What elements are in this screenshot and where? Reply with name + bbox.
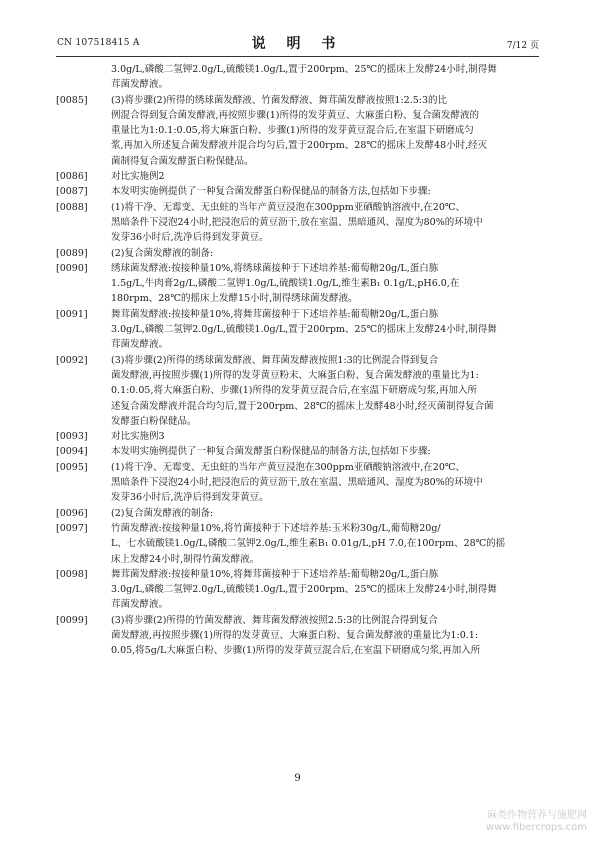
line-text: 浆,再加入所述复合菌发酵液并混合均匀后,置于200rpm、28℃的摇床上发酵48小时,经灭 <box>111 140 488 152</box>
line-text: 3.0g/L,磷酸二氢钾2.0g/L,硫酸镁1.0g/L,置于200rpm、25℃的摇床上发酵24小时,制得舞 <box>111 584 497 596</box>
text-line <box>56 353 539 368</box>
line-text: 竹菌发酵液:按接种量10%,将竹菌接种于下述培养基:玉米粉30g/L,葡萄糖20g/ <box>111 522 441 534</box>
text-line <box>56 77 539 92</box>
line-text: (1)将干净、无霉变、无虫蛀的当年产黄豆浸泡在300ppm亚硒酸钠溶液中,在20℃、 <box>111 461 465 473</box>
page-header <box>0 30 595 52</box>
text-line <box>56 506 539 521</box>
line-text: 本发明实施例提供了一种复合菌发酵蛋白粉保健品的制备方法,包括如下步骤: <box>111 446 431 458</box>
text-line <box>56 337 539 352</box>
text-line <box>56 552 539 567</box>
paragraph-number: [0091] <box>56 308 88 320</box>
text-line <box>56 536 539 551</box>
text-line <box>56 138 539 153</box>
text-line <box>56 643 539 658</box>
paragraph-number: [0095] <box>56 461 88 473</box>
line-text: (2)复合菌发酵液的制备: <box>111 247 214 259</box>
text-line <box>56 93 539 108</box>
paragraph-number: [0087] <box>56 186 88 198</box>
text-line <box>56 246 539 261</box>
watermark <box>486 810 587 834</box>
text-line <box>56 276 539 291</box>
text-line <box>56 521 539 536</box>
line-text: 茸菌发酵液。 <box>111 339 169 351</box>
text-line <box>56 184 539 199</box>
text-line <box>56 108 539 123</box>
text-line <box>56 368 539 383</box>
line-text: 菌发酵液,再按照步骤(1)所得的发芽黄豆、大麻蛋白粉、复合菌发酵液的重量比为1:0.1: <box>111 629 479 641</box>
line-text: 0.1:0.05,将大麻蛋白粉、步骤(1)所得的发芽黄豆混合后,在室温下研磨成匀浆,再加入所 <box>111 385 477 397</box>
line-text: (1)将干净、无霉变、无虫蛀的当年产黄豆浸泡在300ppm亚硒酸钠溶液中,在20℃、 <box>111 201 465 213</box>
line-text: 述复合菌发酵液并混合均匀后,置于200rpm、28℃的摇床上发酵48小时,经灭菌制得复合菌 <box>111 400 494 412</box>
line-text: 菌制得复合菌发酵蛋白粉保健品。 <box>111 155 254 167</box>
line-text: 舞茸菌发酵液:按接种量10%,将舞茸菌接种于下述培养基:葡萄糖20g/L,蛋白胨 <box>111 308 439 320</box>
text-line <box>56 200 539 215</box>
line-text: 3.0g/L,磷酸二氢钾2.0g/L,硫酸镁1.0g/L,置于200rpm、25℃的摇床上发酵24小时,制得舞 <box>111 64 497 75</box>
text-line <box>56 460 539 475</box>
line-text: 菌发酵液,再按照步骤(1)所得的发芽黄豆粉末、大麻蛋白粉、复合菌发酵液的重量比为1: <box>111 369 479 381</box>
text-line <box>56 582 539 597</box>
text-line <box>56 399 539 414</box>
text-line <box>56 307 539 322</box>
text-line <box>56 597 539 612</box>
text-line <box>56 62 539 77</box>
page-indicator: 7/12 页 <box>506 41 539 51</box>
patent-number: CN 107518415 A <box>57 38 140 48</box>
paragraph-number: [0098] <box>56 568 88 580</box>
text-line <box>56 123 539 138</box>
paragraph-number: [0085] <box>56 94 88 106</box>
text-line <box>56 414 539 429</box>
paragraph-number: [0089] <box>56 247 88 259</box>
line-text: 黑暗条件下浸泡24小时,把浸泡后的黄豆沥干,放在室温、黑暗通风、湿度为80%的环境中 <box>111 216 483 228</box>
line-text: (3)将步骤(2)所得的绣球菌发酵液、竹菌发酵液、舞茸菌发酵液按照1:2.5:3的比 <box>111 94 448 106</box>
paragraph-number: [0088] <box>56 201 88 213</box>
line-text: 例混合得到复合菌发酵液,再按照步骤(1)所得的发芽黄豆、大麻蛋白粉、复合菌发酵液的 <box>111 109 479 121</box>
line-text: (3)将步骤(2)所得的绣球菌发酵液、舞茸菌发酵液按照1:3的比例混合得到复合 <box>111 354 439 366</box>
line-text: 0.05,将5g/L大麻蛋白粉、步骤(1)所得的发芽黄豆混合后,在室温下研磨成匀浆,再加入所 <box>111 645 481 657</box>
line-text: 舞茸菌发酵液:按接种量10%,将舞茸菌接种于下述培养基:葡萄糖20g/L,蛋白胨 <box>111 568 439 580</box>
text-line <box>56 444 539 459</box>
line-text: 本发明实施例提供了一种复合菌发酵蛋白粉保健品的制备方法,包括如下步骤: <box>111 186 431 198</box>
line-text: 床上发酵24小时,制得竹菌发酵液。 <box>111 553 260 565</box>
text-line <box>56 322 539 337</box>
line-text: (3)将步骤(2)所得的竹菌发酵液、舞茸菌发酵液按照2.5:3的比例混合得到复合 <box>111 614 438 626</box>
document-body <box>56 62 539 659</box>
page-number: 9 <box>294 773 301 784</box>
text-line <box>56 628 539 643</box>
paragraph-number: [0092] <box>56 354 88 366</box>
line-text: 重量比为1:0.1:0.05,将大麻蛋白粉、步骤(1)所得的发芽黄豆混合后,在室温下研磨成匀 <box>111 125 474 137</box>
line-text: 对比实施例2 <box>111 171 165 183</box>
text-line <box>56 169 539 184</box>
text-line <box>56 475 539 490</box>
text-line <box>56 215 539 230</box>
line-text: 对比实施例3 <box>111 431 165 443</box>
document-title: 说 明 书 <box>251 36 344 52</box>
paragraph-number: [0090] <box>56 262 88 274</box>
text-line <box>56 429 539 444</box>
line-text: 黑暗条件下浸泡24小时,把浸泡后的黄豆沥干,放在室温、黑暗通风、湿度为80%的环境中 <box>111 477 483 489</box>
watermark-line1: 麻类作物营养与施肥网 <box>487 810 587 821</box>
text-line <box>56 230 539 245</box>
text-line <box>56 291 539 306</box>
line-text: 发芽36小时后,洗净后得到发芽黄豆。 <box>111 492 269 504</box>
line-text: 1.5g/L,牛肉膏2g/L,磷酸二氢钾1.0g/L,硫酸镁1.0g/L,维生素B₁ 0.1g/L,pH6.0,在 <box>111 278 460 290</box>
text-line <box>56 261 539 276</box>
line-text: 3.0g/L,磷酸二氢钾2.0g/L,硫酸镁1.0g/L,置于200rpm、25℃的摇床上发酵24小时,制得舞 <box>111 324 497 336</box>
paragraph-number: [0097] <box>56 522 88 534</box>
text-line <box>56 567 539 582</box>
paragraph-number: [0099] <box>56 614 88 626</box>
paragraph-number: [0093] <box>56 431 88 443</box>
paragraph-number: [0086] <box>56 171 88 183</box>
paragraph-number: [0094] <box>56 446 88 458</box>
header-rule <box>56 56 539 57</box>
line-text: L、七水硫酸镁1.0g/L,磷酸二氢钾2.0g/L,维生素B₁ 0.01g/L,pH 7.0,在100rpm、28℃的摇 <box>111 538 506 550</box>
paragraph-number: [0096] <box>56 507 88 519</box>
text-line <box>56 154 539 169</box>
line-text: 发酵蛋白粉保健品。 <box>111 415 197 427</box>
line-text: 180rpm、28℃的摇床上发酵15小时,制得绣球菌发酵液。 <box>111 293 358 305</box>
line-text: 茸菌发酵液。 <box>111 599 169 611</box>
watermark-line2: www.fibercrops.com <box>485 822 587 833</box>
text-line <box>56 613 539 628</box>
line-text: 绣球菌发酵液:按接种量10%,将绣球菌接种于下述培养基:葡萄糖20g/L,蛋白胨 <box>111 262 439 274</box>
line-text: 茸菌发酵液。 <box>111 79 169 91</box>
line-text: (2)复合菌发酵液的制备: <box>111 507 214 519</box>
text-line <box>56 383 539 398</box>
text-line <box>56 490 539 505</box>
line-text: 发芽36小时后,洗净后得到发芽黄豆。 <box>111 232 269 244</box>
